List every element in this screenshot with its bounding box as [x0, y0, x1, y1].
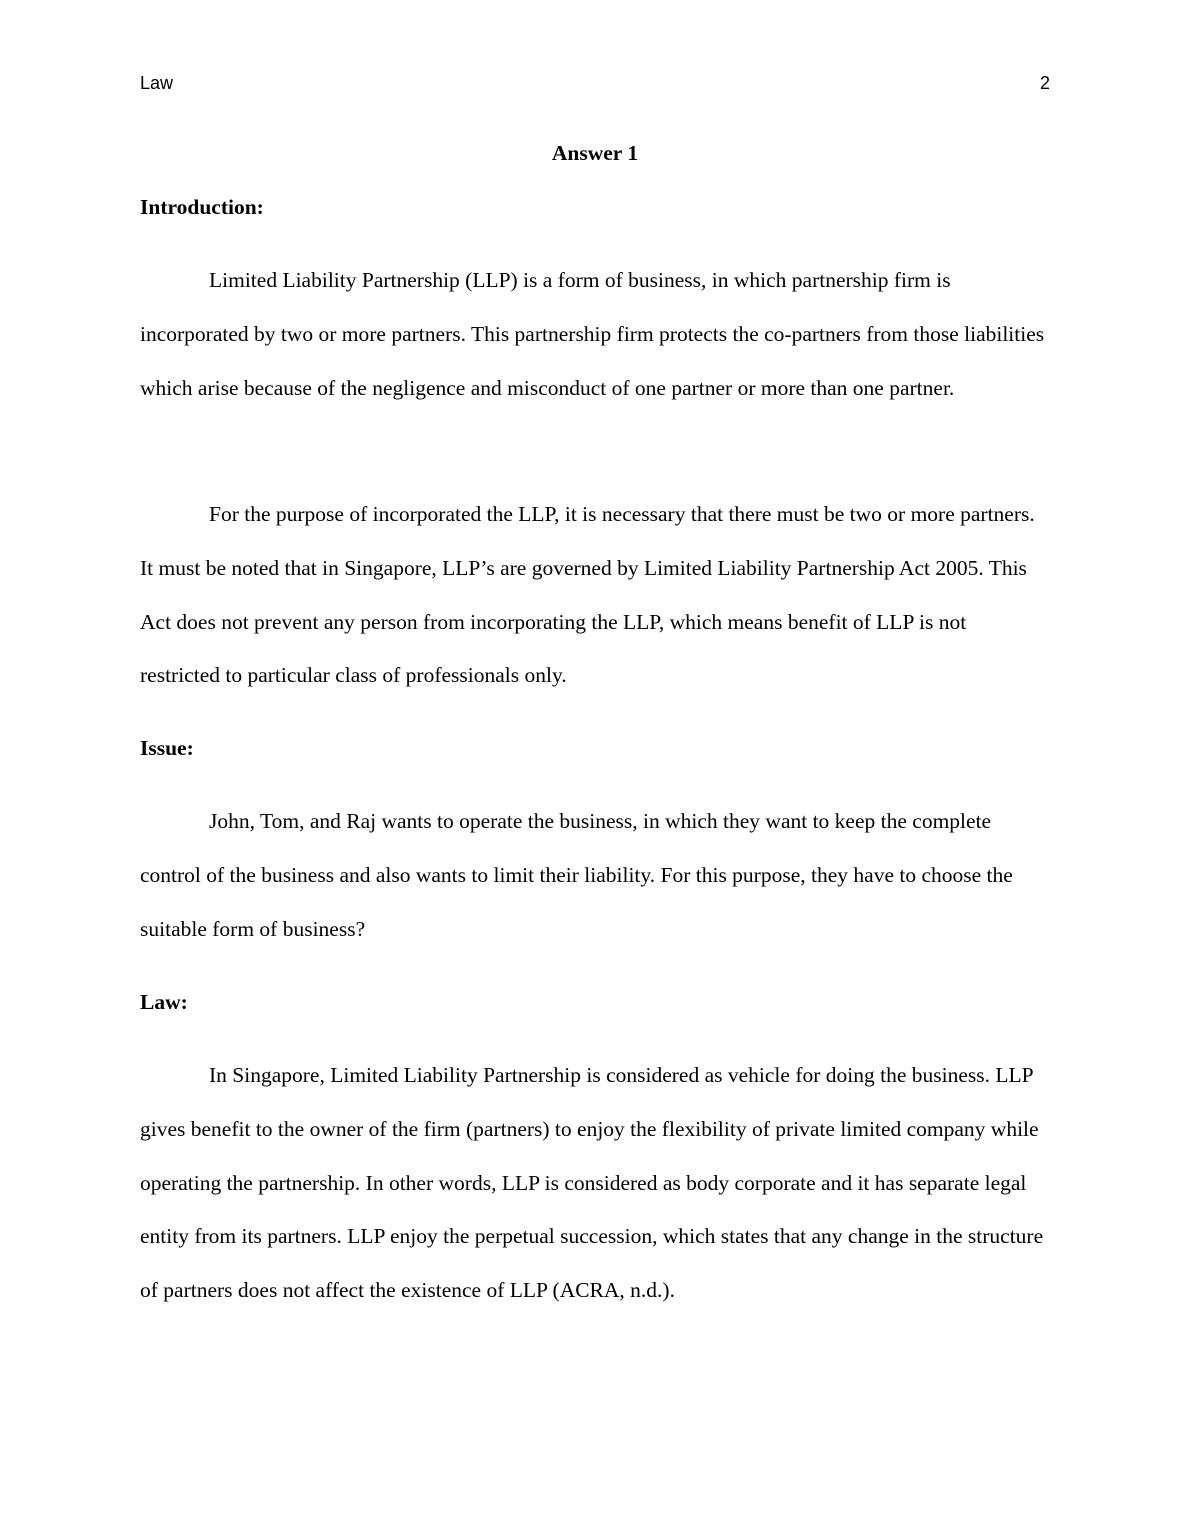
section-heading-law: Law:: [140, 990, 188, 1014]
section-heading-introduction: Introduction:: [140, 195, 264, 219]
running-header: Law: [140, 73, 174, 93]
section-heading-issue: Issue:: [140, 736, 194, 760]
page-number: 2: [1039, 73, 1050, 93]
introduction-paragraph-1: Limited Liability Partnership (LLP) is a form of business, in which partnership firm is incorporated by two or more partners. This partnership firm protects the co-partners from those liabilities which arise because of the negligence and misconduct of one partner or more than one partner.: [140, 268, 1045, 400]
issue-paragraph-1: John, Tom, and Raj wants to operate the business, in which they want to keep the complete control of the business and also wants to limit their liability. For this purpose, they have to choose the suitable form of business?: [140, 809, 1013, 941]
introduction-paragraph-2: For the purpose of incorporated the LLP, it is necessary that there must be two or more partners. It must be noted that in Singapore, LLP’s are governed by Limited Liability Partnership Act 2005. This Act does not prevent any person from incorporating the LLP, which means benefit of LLP is not restricted to particular class of professionals only.: [140, 502, 1035, 688]
law-paragraph-1: In Singapore, Limited Liability Partnership is considered as vehicle for doing the business. LLP gives benefit to the owner of the firm (partners) to enjoy the flexibility of private limited company while operating the partnership. In other words, LLP is considered as body corporate and it has separate legal entity from its partners. LLP enjoy the perpetual succession, which states that any change in the structure of partners does not affect the existence of LLP (ACRA, n.d.).: [140, 1063, 1044, 1303]
document-title: Answer 1: [551, 141, 639, 165]
